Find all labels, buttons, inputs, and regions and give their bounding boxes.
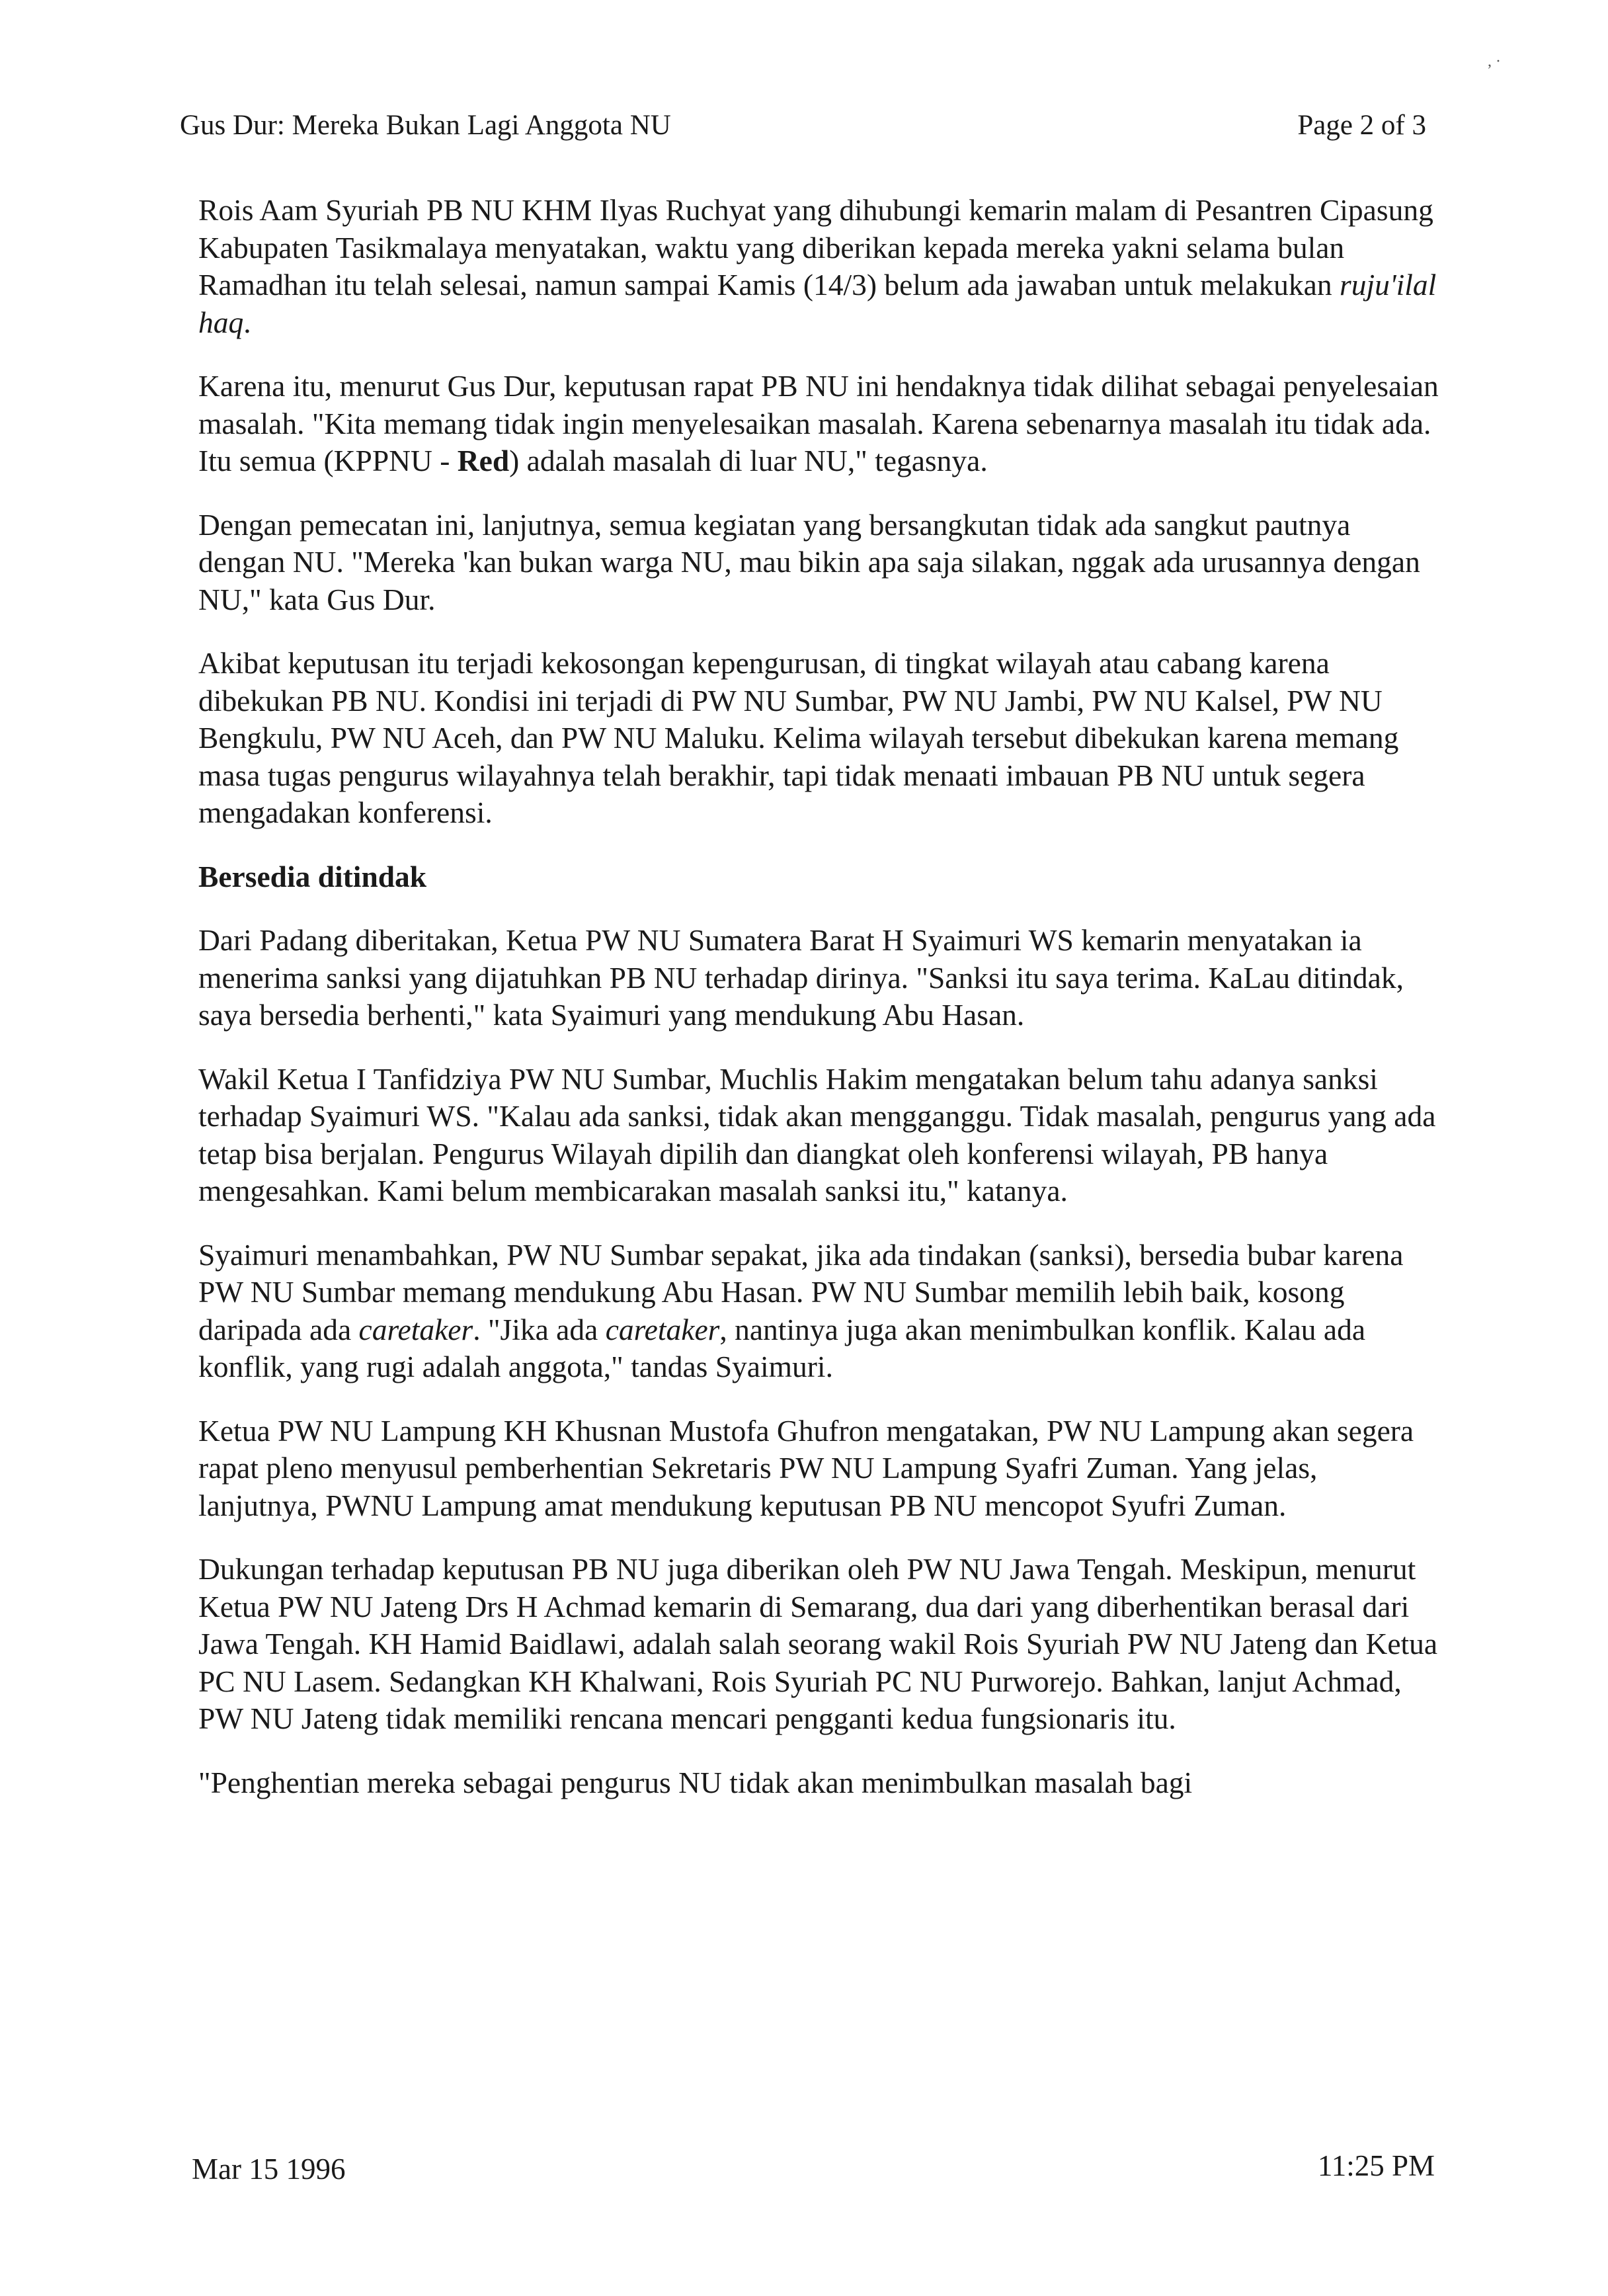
italic-term: ruju'ilal haq — [198, 268, 1437, 339]
paragraph-9: Dukungan terhadap keputusan PB NU juga diberikan oleh PW NU Jawa Tengah. Meskipun, menurut Ketua PW NU Jateng Drs H Achmad kemarin di Semarang, dua dari yang diberhentikan berasal dari Jawa Tengah. KH Hamid Baidlawi, adalah salah seorang wakil Rois Syuriah PW NU Jateng dan Ketua PC NU Lasem. Sedangkan KH Khalwani, Rois Syuriah PC NU Purworejo. Bahkan, lanjut Achmad, PW NU Jateng tidak memiliki rencana mencari pengganti kedua fungsionaris itu. — [198, 1552, 1438, 1735]
paragraph-4: Akibat keputusan itu terjadi kekosongan kepengurusan, di tingkat wilayah atau cabang karena dibekukan PB NU. Kondisi ini terjadi di PW NU Sumbar, PW NU Jambi, PW NU Kalsel, PW NU Bengkulu, PW NU Aceh, dan PW NU Maluku. Kelima wilayah tersebut dibekukan karena memang masa tugas pengurus wilayahnya telah berakhir, tapi tidak menaati imbauan PB NU untuk segera mengadakan konferensi. — [198, 646, 1399, 829]
paragraph-7: Syaimuri menambahkan, PW NU Sumbar sepakat, jika ada tindakan (sanksi), bersedia bubar karena PW NU Sumbar memang mendukung Abu Hasan. PW NU Sumbar memilih lebih baik, kosong daripada ada caretaker. "Jika ada caretaker, nantinya juga akan menimbulkan konflik. Kalau ada konflik, yang rugi adalah anggota," tandas Syaimuri. — [198, 1237, 1404, 1383]
footer-time: 11:25 PM — [1317, 2149, 1435, 2182]
bold-term: Red — [457, 444, 510, 477]
paragraph-2: Karena itu, menurut Gus Dur, keputusan rapat PB NU ini hendaknya tidak dilihat sebagai penyelesaian masalah. "Kita memang tidak ingin menyelesaikan masalah. Karena sebenarnya masalah itu tidak ada. Itu semua (KPPNU - Red) adalah masalah di luar NU," tegasnya. — [198, 369, 1439, 477]
paragraph-10: "Penghentian mereka sebagai pengurus NU tidak akan menimbulkan masalah bagi — [198, 1765, 1193, 1799]
header-page-number: Page 2 of 3 — [1297, 110, 1426, 141]
italic-term: caretaker — [605, 1312, 720, 1346]
article-body — [198, 192, 1441, 1801]
paragraph-1: Rois Aam Syuriah PB NU KHM Ilyas Ruchyat yang dihubungi kemarin malam di Pesantren Cipasung Kabupaten Tasikmalaya menyatakan, waktu yang diberikan kepada mereka yakni selama bulan Ramadhan itu telah selesai, namun sampai Kamis (14/3) belum ada jawaban untuk melakukan ruju'ilal haq. — [198, 193, 1437, 339]
paragraph-5: Dari Padang diberitakan, Ketua PW NU Sumatera Barat H Syaimuri WS kemarin menyatakan ia menerima sanksi yang dijatuhkan PB NU terhadap dirinya. "Sanksi itu saya terima. KaLau ditindak, saya bersedia berhenti," kata Syaimuri yang mendukung Abu Hasan. — [198, 923, 1404, 1032]
header-title: Gus Dur: Mereka Bukan Lagi Anggota NU — [180, 110, 671, 141]
paragraph-6: Wakil Ketua I Tanfidziya PW NU Sumbar, Muchlis Hakim mengatakan belum tahu adanya sanksi terhadap Syaimuri WS. "Kalau ada sanksi, tidak akan mengganggu. Tidak masalah, pengurus yang ada tetap bisa berjalan. Pengurus Wilayah dipilih dan diangkat oleh konferensi wilayah, PB hanya mengesahkan. Kami belum membicarakan masalah sanksi itu," katanya. — [198, 1061, 1436, 1208]
subheading: Bersedia ditindak — [198, 859, 427, 893]
italic-term: caretaker — [358, 1312, 473, 1346]
paragraph-8: Ketua PW NU Lampung KH Khusnan Mustofa Ghufron mengatakan, PW NU Lampung akan segera rapat pleno menyusul pemberhentian Sekretaris PW NU Lampung Syafri Zuman. Yang jelas, lanjutnya, PWNU Lampung amat mendukung keputusan PB NU mencopot Syufri Zuman. — [198, 1413, 1414, 1522]
footer-date: Mar 15 1996 — [192, 2152, 346, 2186]
scan-artifact: , · — [1488, 53, 1501, 70]
paragraph-3: Dengan pemecatan ini, lanjutnya, semua kegiatan yang bersangkutan tidak ada sangkut pautnya dengan NU. "Mereka 'kan bukan warga NU, mau bikin apa saja silakan, nggak ada urusannya dengan NU," kata Gus Dur. — [198, 507, 1420, 616]
